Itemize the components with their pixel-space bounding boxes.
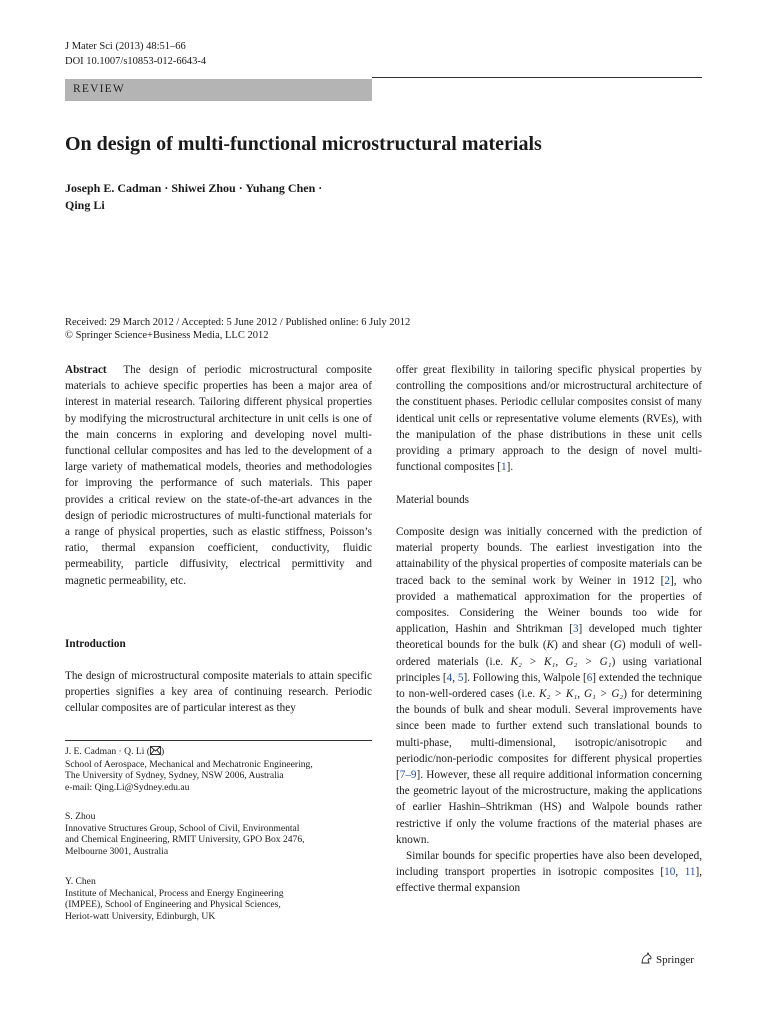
affiliation-name-prefix: J. E. Cadman · Q. Li (: [65, 746, 150, 757]
intro-continuation: [396, 362, 702, 475]
body-text: ]. However, these all require additional information concerning the geometric layout of the microstructure, making the applications of earlier Hashin–Shtrikman (HS) and Walpole bounds rather restrictive if only the volume fractions of the material phases are known.: [396, 769, 702, 846]
body-text: ,: [452, 671, 458, 684]
doi: DOI 10.1007/s10853-012-6643-4: [65, 56, 207, 67]
body-text: ]. Following this, Walpole [: [463, 671, 587, 684]
author-name: Yuhang Chen: [245, 181, 316, 195]
citation-link[interactable]: 11: [684, 866, 696, 879]
copyright-line: © Springer Science+Business Media, LLC 2012: [65, 330, 269, 341]
citation-link[interactable]: 6: [586, 671, 593, 684]
section-tag-label: REVIEW: [73, 83, 125, 95]
affiliation-line: Innovative Structures Group, School of Civil, Environmental: [65, 822, 300, 834]
citation-link[interactable]: 7–9: [399, 769, 417, 782]
author-name: Joseph E. Cadman: [65, 181, 162, 195]
introduction-heading: Introduction: [65, 638, 126, 650]
springer-horse-icon: [640, 952, 653, 968]
envelope-icon[interactable]: [150, 746, 161, 759]
journal-citation: J Mater Sci (2013) 48:51–66: [65, 41, 186, 52]
body-text: ] extended the technique to non-well-ordered cases (i.e.: [396, 671, 702, 701]
body-text: ) using variational principles [: [396, 655, 702, 684]
author-list: [65, 180, 322, 214]
author-name: Shiwei Zhou: [171, 181, 236, 195]
symbol-g: G: [613, 639, 622, 652]
citation-link[interactable]: 10: [664, 866, 676, 879]
citation-link[interactable]: 4: [446, 671, 453, 684]
affiliation-line: Heriot-watt University, Edinburgh, UK: [65, 911, 216, 923]
body-text: offer great flexibility in tailoring specific physical properties by controlling the compositions and/or microstructural architecture of the constituent phases. Periodic cellular composites consist of many identical unit cells or representative volume elements (RVEs), with the manipulation of the phase distributions in these unit cells providing a primary approach to the design of novel multi-functional composites [: [396, 364, 702, 474]
affiliation-line: Melbourne 3001, Australia: [65, 846, 169, 858]
body-text: ) moduli of well-ordered materials (i.e.: [396, 639, 703, 668]
affiliation-line: The University of Sydney, Sydney, NSW 2006, Australia: [65, 770, 284, 782]
introduction-section: [65, 636, 372, 652]
abstract-label: Abstract: [65, 364, 107, 376]
publisher-mark: [640, 952, 694, 968]
section-tag: [65, 79, 372, 101]
publisher-name: Springer: [656, 954, 694, 966]
affiliation-name: S. Zhou: [65, 811, 96, 822]
introduction-body: [65, 668, 372, 717]
inequality: K₂ > K₁, G₂ > G₁: [510, 655, 612, 668]
author-separator: ·: [238, 181, 243, 195]
affiliation-block: [65, 746, 372, 794]
introduction-text: The design of microstructural composite materials to attain specific properties signifies a key area of continuing research. Periodic cellular composites are of particular interest as they: [65, 670, 372, 715]
body-text: ,: [675, 866, 685, 879]
publication-dates: [65, 316, 410, 342]
affiliation-line: and Chemical Engineering, RMIT University, GPO Box 2476,: [65, 834, 305, 846]
citation-link[interactable]: 2: [664, 574, 670, 587]
footnote-rule: [65, 740, 372, 741]
citation-link[interactable]: 5: [457, 671, 464, 684]
affiliation-line: Institute of Mechanical, Process and Energy Engineering: [65, 887, 284, 899]
body-text: ], effective thermal expansion: [396, 866, 702, 895]
subsection-heading: Material bounds: [396, 494, 470, 506]
affiliation-block: [65, 811, 372, 858]
inequality: K₂ > K₁, G₁ > G₂: [539, 688, 624, 701]
author-separator: ·: [318, 181, 323, 195]
affiliation-name: Y. Chen: [65, 876, 96, 887]
body-text: ) for determining the bounds of bulk and shear moduli. Several improvements have since been made to further extend such translational bounds to multi-phase, multi-dimensional, isotropic/anisotropic and periodic/non-periodic composites for different physical properties [: [396, 688, 702, 782]
body-text: Similar bounds for specific properties have also been developed, including transport properties in isotropic composites [: [396, 850, 702, 879]
header-rule: [372, 77, 702, 78]
affiliation-block: [65, 876, 372, 923]
affiliation-email[interactable]: e-mail: Qing.Li@Sydney.edu.au: [65, 782, 190, 794]
citation-link[interactable]: 3: [572, 623, 579, 636]
abstract: [65, 362, 372, 589]
body-text: ].: [506, 461, 514, 474]
date-line: Received: 29 March 2012 / Accepted: 5 June 2012 / Published online: 6 July 2012: [65, 317, 411, 328]
affiliation-line: (IMPEE), School of Engineering and Physical Sciences,: [65, 899, 281, 911]
material-bounds-body: [396, 524, 702, 897]
author-separator: ·: [164, 181, 169, 195]
affiliation-line: School of Aerospace, Mechanical and Mechatronic Engineering,: [65, 758, 313, 770]
body-text: ] developed much tighter theoretical bounds for the bulk (: [396, 623, 702, 652]
body-text: ) and shear (: [554, 639, 614, 652]
affiliation-name-suffix: ): [161, 746, 165, 757]
abstract-text: The design of periodic microstructural composite materials to achieve specific properties has been a major area of interest in material research. Tailoring different physical properties by modifying the microstructural architecture in unit cells is one of the main concerns in exploring and developing novel multi-functional cellular composites and has led to the development of a large variety of mathematical models, theories and methodologies for improving the performance of such materials. This paper provides a critical review on the state-of-the-art advances in the design of periodic microstructures of multi-functional materials for a range of physical properties, such as elastic stiffness, Poisson’s ratio, thermal expansion coefficient, conductivity, fluidic permeability, particle diffusivity, electrical permittivity and magnetic permeability, etc.: [65, 364, 372, 587]
symbol-k: K: [546, 639, 555, 652]
citation-link[interactable]: 1: [501, 461, 507, 474]
author-name: Qing Li: [65, 198, 105, 212]
paper-title: On design of multi-functional microstructural materials: [65, 133, 542, 155]
body-text: Composite design was initially concerned with the prediction of material property bounds. The earliest investigation into the attainability of the physical properties of composite materials can be traced back to the seminal work by Weiner in 1912 [: [396, 526, 703, 587]
body-text: ], who provided a mathematical approximation for the properties of composites. Considering the Weiner bounds too wide for application, Hashin and Shtrikman [: [396, 574, 702, 636]
